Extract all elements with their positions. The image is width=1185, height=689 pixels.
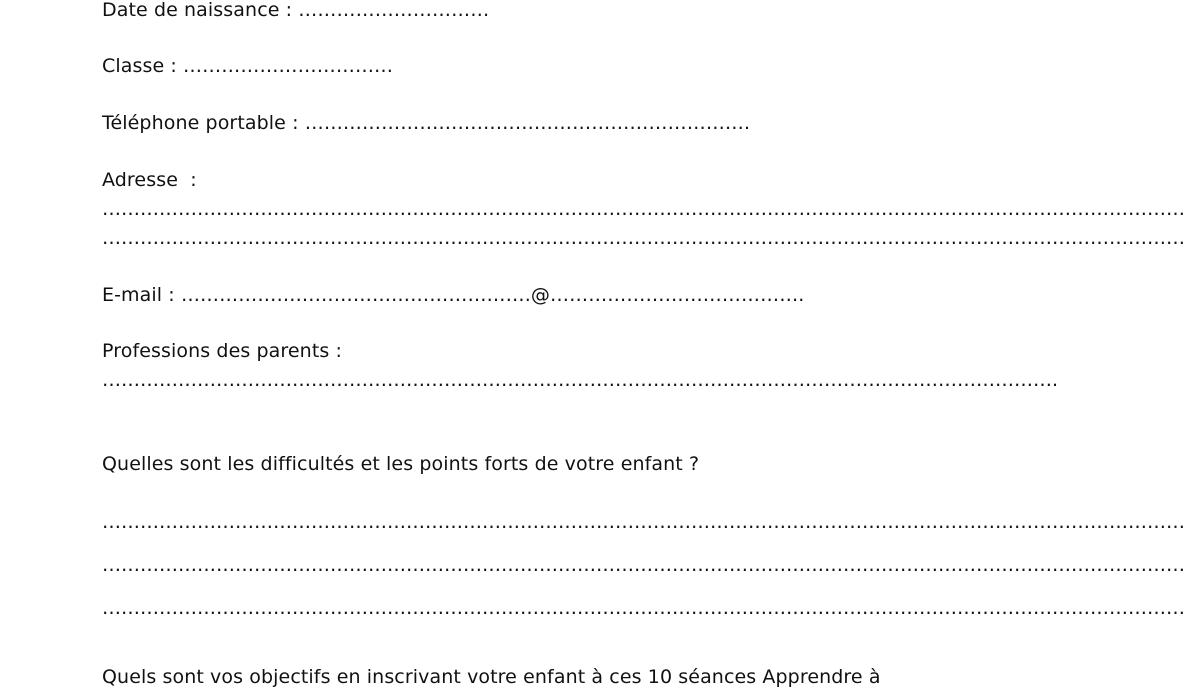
- difficulties-answer-line-1: ………………………………………………………………………………………………………………………………………………………: [102, 511, 1185, 533]
- email-field: E-mail : ……………………………………………….@………………………………….: [102, 284, 805, 306]
- difficulties-answer-line-2: ………………………………………………………………………………………………………………………………………………………: [102, 554, 1185, 576]
- birth-date-field: Date de naissance : …………………………: [102, 0, 490, 21]
- address-line-1: ………………………………………………………………………………………………………………………………………………………: [102, 198, 1185, 220]
- objectives-question: Quels sont vos objectifs en inscrivant votre enfant à ces 10 séances Apprendre à: [102, 666, 881, 688]
- difficulties-question: Quelles sont les difficultés et les points forts de votre enfant ?: [102, 453, 700, 475]
- parents-professions-line: …………………………………………………………………………………………………………………………………….: [102, 369, 1059, 391]
- difficulties-answer-line-3: ………………………………………………………………………………………………………………………………………………………: [102, 597, 1185, 619]
- mobile-phone-field: Téléphone portable : …………………………………………………………….: [102, 112, 751, 134]
- address-line-2: ………………………………………………………………………………………………………………………………………………………: [102, 227, 1185, 249]
- parents-professions-label: Professions des parents :: [102, 340, 343, 362]
- class-field: Classe : ……………………………: [102, 55, 394, 77]
- address-label: Adresse :: [102, 169, 197, 191]
